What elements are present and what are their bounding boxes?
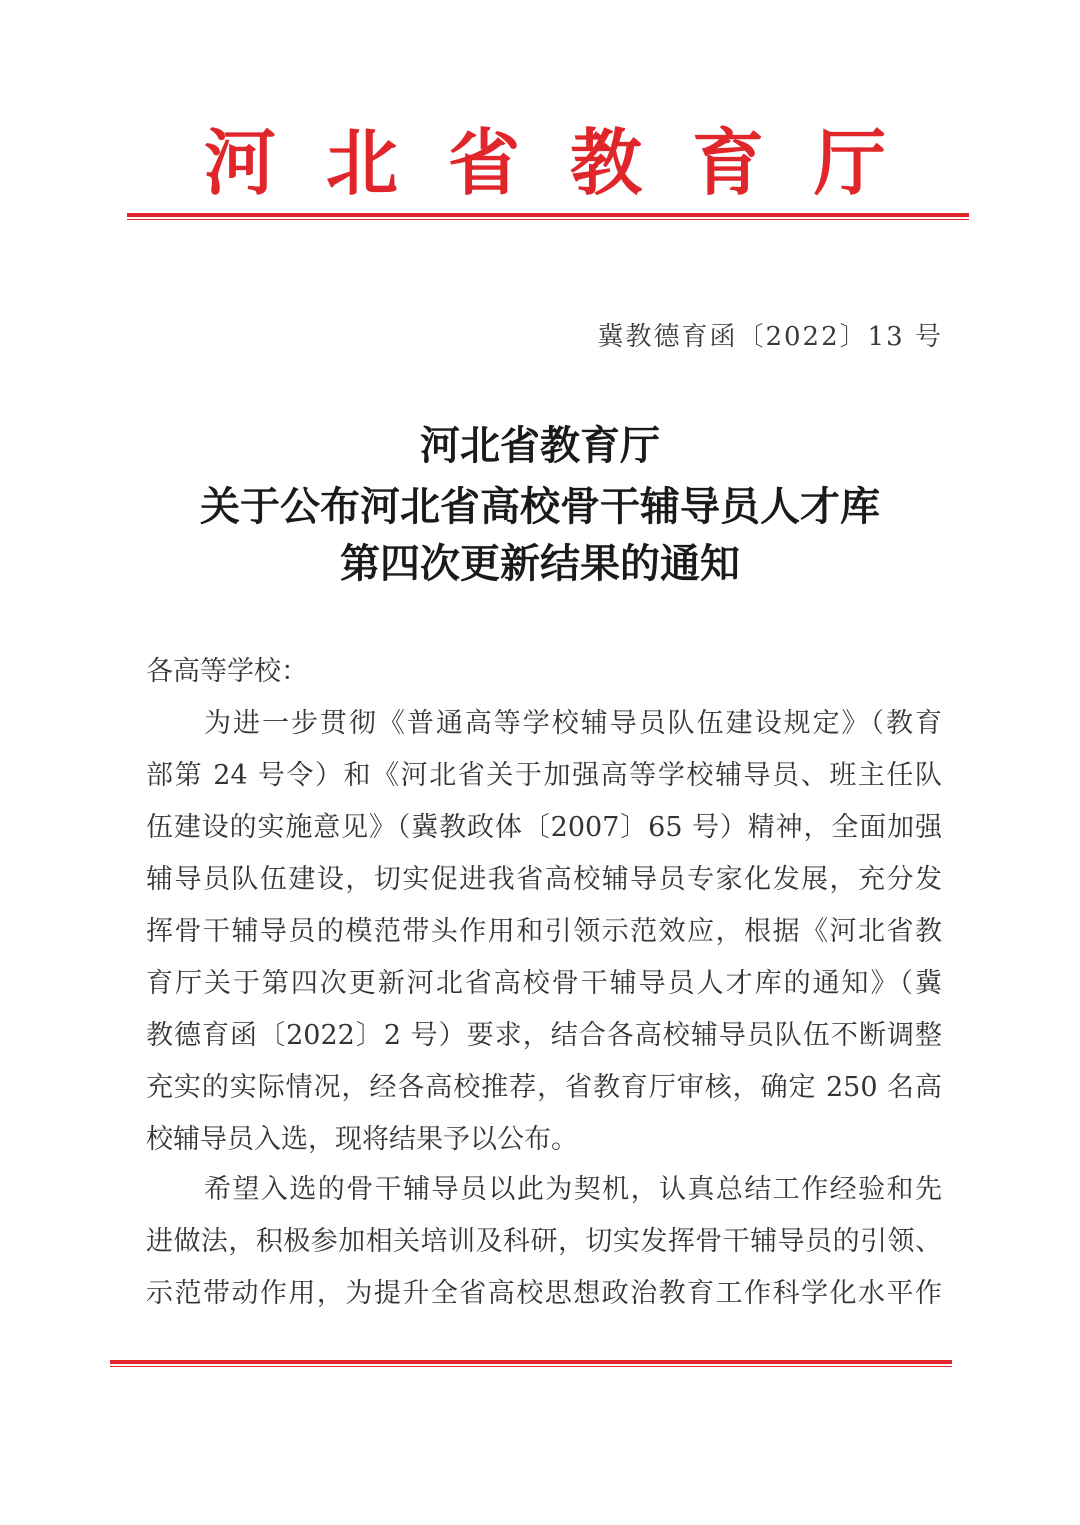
paragraph-2-line: 示范带动作用，为提升全省高校思想政治教育工作科学化水平作 [146, 1278, 942, 1309]
title-line-3: 第四次更新结果的通知 [340, 540, 740, 587]
paragraph-1-line: 育厅关于第四次更新河北省高校骨干辅导员人才库的通知》（冀 [146, 968, 942, 999]
header-red-rule [127, 213, 969, 220]
paragraph-1-line: 部第 24 号令）和《河北省关于加强高等学校辅导员、班主任队 [146, 760, 942, 791]
paragraph-2-line: 进做法，积极参加相关培训及科研，切实发挥骨干辅导员的引领、 [146, 1226, 942, 1257]
paragraph-1-line: 为进一步贯彻《普通高等学校辅导员队伍建设规定》（教育 [204, 708, 942, 739]
paragraph-1-line: 伍建设的实施意见》（冀教政体〔2007〕65 号）精神，全面加强 [146, 812, 942, 843]
title-line-1: 河北省教育厅 [420, 422, 660, 469]
salutation: 各高等学校： [146, 656, 308, 687]
issuing-organization-header: 河北省教育厅 [203, 120, 936, 205]
paragraph-1-line: 校辅导员入选，现将结果予以公布。 [146, 1124, 578, 1155]
paragraph-1-line: 充实的实际情况，经各高校推荐，省教育厅审核，确定 250 名高 [146, 1072, 942, 1103]
paragraph-1-line: 教德育函〔2022〕2 号）要求，结合各高校辅导员队伍不断调整 [146, 1020, 942, 1051]
paragraph-1-line: 辅导员队伍建设，切实促进我省高校辅导员专家化发展，充分发 [146, 864, 942, 895]
paragraph-2-line: 希望入选的骨干辅导员以此为契机，认真总结工作经验和先 [204, 1174, 942, 1205]
paragraph-1-line: 挥骨干辅导员的模范带头作用和引领示范效应，根据《河北省教 [146, 916, 942, 947]
document-number: 冀教德育函〔2022〕13 号 [597, 322, 943, 352]
footer-red-rule [110, 1360, 952, 1367]
title-line-2: 关于公布河北省高校骨干辅导员人才库 [200, 483, 880, 530]
